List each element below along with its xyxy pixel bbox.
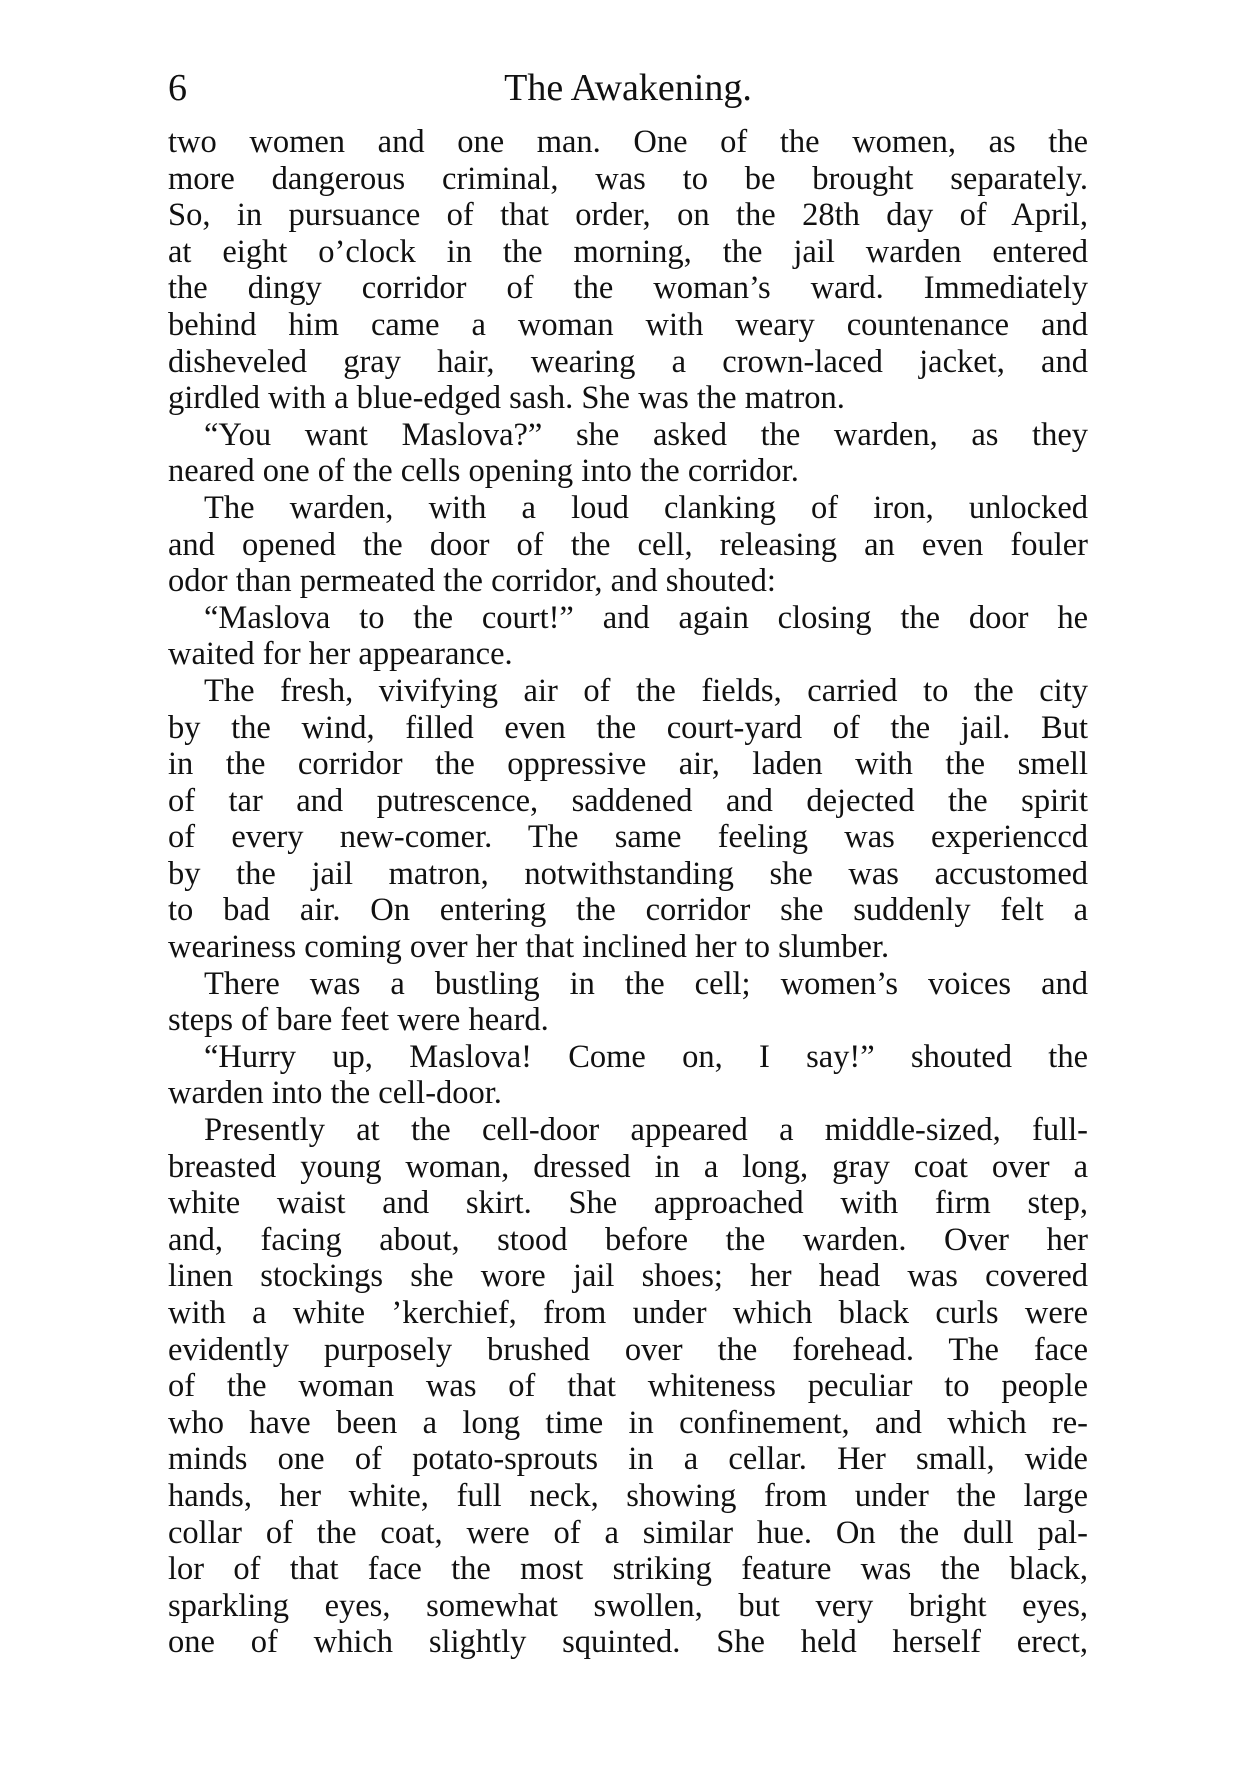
text-line: Presently at the cell-door appeared a middle-sized, full-	[204, 1112, 1088, 1149]
text-line: more dangerous criminal, was to be brought separately.	[168, 160, 1088, 197]
text-line: behind him came a woman with weary countenance and	[168, 306, 1088, 343]
text-line: one of which slightly squinted. She held herself erect,	[168, 1624, 1088, 1661]
text-line: with a white ’kerchief, from under which black curls were	[168, 1295, 1088, 1331]
text-line: evidently purposely brushed over the forehead. The face	[168, 1331, 1088, 1368]
text-line: The fresh, vivifying air of the fields, carried to the city	[204, 672, 1088, 709]
text-line: minds one of potato-sprouts in a cellar. Her small, wide	[168, 1441, 1088, 1478]
text-line: So, in pursuance of that order, on the 28th day of April,	[168, 197, 1088, 234]
book-page	[168, 58, 1088, 1661]
text-line: “Hurry up, Maslova! Come on, I say!” shouted the	[204, 1038, 1088, 1075]
text-line: linen stockings she wore jail shoes; her head was covered	[168, 1258, 1088, 1295]
body-text	[168, 124, 1088, 1661]
text-line: disheveled gray hair, wearing a crown-laced jacket, and	[168, 343, 1088, 380]
text-line: odor than permeated the corridor, and shouted:	[168, 563, 776, 600]
text-line: collar of the coat, were of a similar hue. On the dull pal-	[168, 1514, 1088, 1551]
text-line: who have been a long time in confinement, and which re-	[168, 1404, 1088, 1441]
text-line: “Maslova to the court!” and again closing the door he	[204, 599, 1088, 636]
text-line: of the woman was of that whiteness peculiar to people	[168, 1368, 1088, 1405]
page-header	[168, 58, 1088, 118]
text-line: to bad air. On entering the corridor she suddenly felt a	[168, 892, 1088, 929]
text-line: by the wind, filled even the court-yard of the jail. But	[168, 709, 1088, 746]
text-line: hands, her white, full neck, showing from under the large	[168, 1477, 1088, 1514]
text-line: and opened the door of the cell, releasing an even fouler	[168, 526, 1088, 563]
text-line: The warden, with a loud clanking of iron, unlocked	[204, 489, 1088, 526]
text-line: of every new-comer. The same feeling was experienccd	[168, 819, 1088, 856]
text-line: breasted young woman, dressed in a long, gray coat over a	[168, 1148, 1088, 1185]
text-line: There was a bustling in the cell; women’s voices and	[204, 965, 1088, 1002]
text-line: of tar and putrescence, saddened and dejected the spirit	[168, 782, 1088, 819]
text-line: two women and one man. One of the women, as the	[168, 124, 1088, 160]
running-title: The Awakening.	[504, 67, 752, 109]
text-line: white waist and skirt. She approached with firm step,	[168, 1185, 1088, 1222]
text-line: girdled with a blue-edged sash. She was the matron.	[168, 380, 845, 417]
text-line: warden into the cell-door.	[168, 1075, 502, 1112]
text-line: in the corridor the oppressive air, laden with the smell	[168, 746, 1088, 783]
text-line: sparkling eyes, somewhat swollen, but very bright eyes,	[168, 1587, 1088, 1624]
text-line: at eight o’clock in the morning, the jail warden entered	[168, 233, 1088, 270]
text-line: steps of bare feet were heard.	[168, 1002, 549, 1039]
text-line: neared one of the cells opening into the corridor.	[168, 453, 799, 490]
text-line: and, facing about, stood before the warden. Over her	[168, 1221, 1088, 1258]
page-number: 6	[168, 67, 187, 109]
text-line: waited for her appearance.	[168, 636, 513, 673]
text-line: by the jail matron, notwithstanding she was accustomed	[168, 855, 1088, 892]
text-line: lor of that face the most striking feature was the black,	[168, 1551, 1088, 1588]
text-line: weariness coming over her that inclined her to slumber.	[168, 929, 890, 966]
text-line: the dingy corridor of the woman’s ward. Immediately	[168, 270, 1088, 307]
text-line: “You want Maslova?” she asked the warden, as they	[204, 416, 1088, 453]
